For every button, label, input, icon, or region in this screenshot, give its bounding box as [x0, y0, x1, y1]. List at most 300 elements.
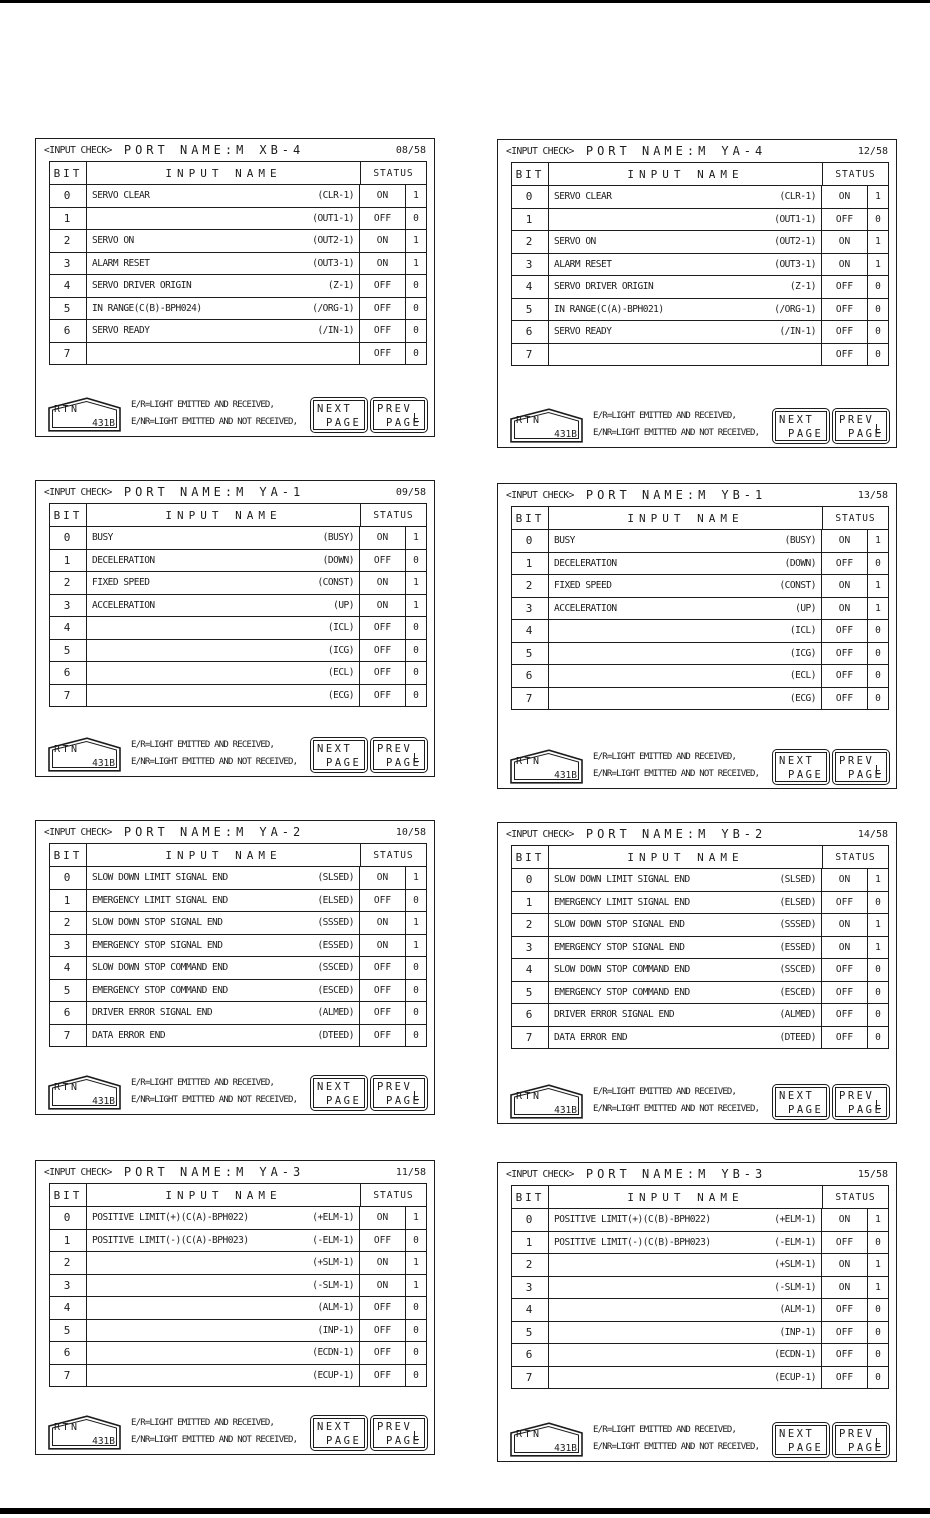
next-page-button[interactable]: [772, 1422, 830, 1458]
col-header-status: STATUS: [373, 167, 414, 179]
table-row: [50, 343, 426, 365]
table-row: [512, 1027, 888, 1049]
panel-footer: [498, 746, 896, 786]
next-page-label-line2: PAGE: [788, 1104, 824, 1116]
input-name-cell: [549, 1367, 822, 1389]
signal-code: (/ORG-1): [774, 303, 816, 315]
rtn-screen-code: 431B: [554, 770, 577, 781]
legend-line-1: E/R=LIGHT EMITTED AND RECEIVED,: [131, 1418, 275, 1428]
rtn-button[interactable]: [510, 408, 583, 443]
panel-title-bar: [36, 1161, 434, 1183]
prev-page-button-face: [373, 400, 425, 430]
input-name-cell: [549, 1232, 822, 1254]
touch-cursor-mark-icon: [876, 424, 881, 433]
input-name-cell: [87, 298, 360, 320]
prev-page-label-line1: PREV: [839, 1428, 875, 1440]
status-text: OFF: [360, 320, 406, 342]
col-header-status: STATUS: [835, 512, 876, 524]
screen-label: <INPUT CHECK>: [506, 1168, 574, 1180]
bit-number: 6: [512, 665, 549, 687]
bit-number: 5: [512, 982, 549, 1004]
input-name-cell: [549, 276, 822, 298]
status-bit-value: 1: [413, 235, 419, 247]
signal-code: (ALM-1): [779, 1304, 816, 1316]
table-row: [512, 209, 888, 232]
col-header-bit: BIT: [50, 844, 87, 866]
table-row: [50, 298, 426, 321]
input-name: DATA ERROR END: [554, 1031, 628, 1043]
status-bit-value: 1: [413, 1257, 419, 1269]
port-id: YB-1: [721, 488, 767, 502]
page-counter: 12/58: [857, 145, 888, 157]
signal-code: (CLR-1): [317, 190, 354, 202]
signal-code: (-ELM-1): [312, 1234, 354, 1246]
signal-code: (ECDN-1): [774, 1349, 816, 1361]
signal-code: (INP-1): [317, 1324, 354, 1336]
status-text: ON: [822, 869, 868, 891]
input-name: IN RANGE(C(B)-BPH024): [92, 302, 202, 314]
input-table: [511, 1185, 889, 1389]
table-row: [512, 643, 888, 666]
signal-code: (SSSED): [779, 919, 816, 931]
bit-number: 6: [512, 1004, 549, 1026]
input-name-cell: [549, 1322, 822, 1344]
table-row: [50, 912, 426, 935]
input-name: EMERGENCY LIMIT SIGNAL END: [92, 894, 228, 906]
prev-page-button[interactable]: [370, 1415, 428, 1451]
rtn-button[interactable]: [510, 749, 583, 784]
status-bit-value: 0: [875, 1326, 881, 1338]
input-name-cell: [549, 299, 822, 321]
bit-number: 1: [50, 550, 87, 572]
legend-line-2: E/NR=LIGHT EMITTED AND NOT RECEIVED,: [593, 1442, 760, 1452]
col-header-status: STATUS: [373, 1189, 414, 1201]
status-text: OFF: [822, 620, 868, 642]
port-id: YB-3: [721, 1167, 767, 1181]
next-page-button[interactable]: [310, 397, 368, 433]
col-header-bit: BIT: [512, 1186, 549, 1208]
next-page-button-face: [775, 1425, 827, 1455]
status-bit-value: 0: [875, 281, 881, 293]
input-name: SLOW DOWN STOP COMMAND END: [92, 962, 228, 974]
status-bit-value: 1: [413, 872, 419, 884]
next-page-label-line2: PAGE: [326, 757, 362, 769]
legend-line-2: E/NR=LIGHT EMITTED AND NOT RECEIVED,: [131, 417, 298, 427]
signal-code: (ELSED): [779, 896, 816, 908]
prev-page-label-line1: PREV: [377, 1081, 413, 1093]
status-text: OFF: [822, 321, 868, 343]
screen-label: <INPUT CHECK>: [44, 1166, 112, 1178]
prev-page-button[interactable]: [370, 1075, 428, 1111]
col-header-status: STATUS: [835, 851, 876, 863]
input-name: SLOW DOWN STOP SIGNAL END: [92, 917, 223, 929]
status-text: OFF: [360, 890, 406, 912]
status-text: OFF: [360, 640, 406, 662]
input-name-cell: [87, 912, 360, 934]
table-row: [512, 892, 888, 915]
prev-page-button[interactable]: [832, 1084, 890, 1120]
rtn-button[interactable]: [510, 1084, 583, 1119]
table-header-row: [512, 1186, 888, 1209]
rtn-button[interactable]: [48, 397, 121, 432]
table-row: [50, 957, 426, 980]
input-name-cell: [549, 254, 822, 276]
status-bit-value: 1: [413, 532, 419, 544]
next-page-button[interactable]: [310, 1415, 368, 1451]
status-text: OFF: [822, 299, 868, 321]
input-name-cell: [87, 1297, 360, 1319]
legend-line-1: E/R=LIGHT EMITTED AND RECEIVED,: [593, 752, 737, 762]
status-bit-value: 0: [413, 1007, 419, 1019]
status-text: ON: [822, 1254, 868, 1276]
page-counter: 10/58: [395, 826, 426, 838]
bit-number: 6: [50, 1342, 87, 1364]
legend-line-1: E/R=LIGHT EMITTED AND RECEIVED,: [593, 411, 737, 421]
input-name-cell: [549, 530, 822, 552]
status-bit-value: 1: [413, 1212, 419, 1224]
next-page-button[interactable]: [772, 1084, 830, 1120]
status-bit-value: 1: [413, 939, 419, 951]
status-bit-value: 0: [413, 689, 419, 701]
col-header-input-name: INPUT NAME: [549, 1186, 823, 1208]
next-page-button[interactable]: [310, 1075, 368, 1111]
status-bit-value: 1: [875, 236, 881, 248]
table-row: [50, 640, 426, 663]
table-row: [50, 662, 426, 685]
rtn-label: RTN: [516, 1429, 542, 1440]
status-bit-value: 0: [875, 896, 881, 908]
col-header-bit: BIT: [50, 1184, 87, 1206]
signal-code: (DTEED): [779, 1031, 816, 1043]
signal-code: (UP): [333, 599, 354, 611]
input-name: EMERGENCY STOP SIGNAL END: [554, 941, 685, 953]
table-header-row: [512, 163, 888, 186]
input-name: POSITIVE LIMIT(+)(C(A)-BPH022): [92, 1212, 249, 1224]
table-header-row: [512, 846, 888, 869]
input-name-cell: [87, 935, 360, 957]
input-name-cell: [549, 344, 822, 366]
touch-cursor-mark-icon: [876, 1100, 881, 1109]
input-name: SLOW DOWN LIMIT SIGNAL END: [554, 874, 690, 886]
input-name-cell: [549, 231, 822, 253]
status-bit-value: 0: [413, 1029, 419, 1041]
col-header-bit: BIT: [512, 846, 549, 868]
signal-code: (/IN-1): [317, 325, 354, 337]
input-name: SERVO CLEAR: [554, 191, 612, 203]
table-row: [50, 595, 426, 618]
port-name-label: PORT NAME:M: [123, 825, 248, 839]
bit-number: 0: [512, 869, 549, 891]
signal-code: (BUSY): [784, 535, 816, 547]
screen-label: <INPUT CHECK>: [506, 145, 574, 157]
input-name: BUSY: [92, 532, 113, 544]
status-bit-value: 1: [413, 917, 419, 929]
input-name-cell: [549, 1277, 822, 1299]
next-page-button[interactable]: [310, 737, 368, 773]
rtn-button[interactable]: [48, 1075, 121, 1110]
panel-footer: [498, 1081, 896, 1121]
legend-line-1: E/R=LIGHT EMITTED AND RECEIVED,: [131, 400, 275, 410]
light-legend: [593, 749, 759, 783]
signal-code: (ECG): [789, 692, 816, 704]
input-name-cell: [549, 1209, 822, 1231]
input-name: FIXED SPEED: [554, 580, 612, 592]
input-name-cell: [87, 685, 360, 707]
port-id: YB-2: [721, 827, 767, 841]
col-header-bit: BIT: [512, 163, 549, 185]
bit-number: 1: [50, 890, 87, 912]
bit-number: 3: [512, 598, 549, 620]
bit-number: 7: [512, 1027, 549, 1049]
page-counter: 11/58: [395, 1166, 426, 1178]
bit-number: 4: [50, 957, 87, 979]
rtn-label: RTN: [54, 404, 80, 415]
prev-page-label-line1: PREV: [377, 403, 413, 415]
next-page-label-line2: PAGE: [788, 1442, 824, 1454]
touch-cursor-mark-icon: [876, 1438, 881, 1447]
table-row: [512, 1209, 888, 1232]
status-text: ON: [360, 253, 406, 275]
screen-label: <INPUT CHECK>: [44, 144, 112, 156]
prev-page-button[interactable]: [832, 408, 890, 444]
status-text: OFF: [360, 208, 406, 230]
panel-title-bar: [36, 481, 434, 503]
bit-number: 3: [50, 595, 87, 617]
signal-code: (ECDN-1): [312, 1347, 354, 1359]
table-row: [50, 230, 426, 253]
col-header-input-name: INPUT NAME: [87, 1184, 361, 1206]
status-text: ON: [822, 1277, 868, 1299]
prev-page-label-line2: PAGE: [848, 428, 884, 440]
signal-code: (SLSED): [779, 874, 816, 886]
status-bit-value: 0: [875, 557, 881, 569]
bit-number: 5: [50, 298, 87, 320]
bit-number: 5: [512, 643, 549, 665]
status-text: OFF: [360, 1297, 406, 1319]
input-name: FIXED SPEED: [92, 577, 150, 589]
bit-number: 6: [50, 662, 87, 684]
bit-number: 6: [50, 1002, 87, 1024]
input-check-panel: [35, 138, 435, 437]
table-row: [512, 620, 888, 643]
port-name-label: PORT NAME:M: [585, 488, 710, 502]
bit-number: 2: [512, 914, 549, 936]
table-row: [512, 321, 888, 344]
signal-code: (OUT3-1): [312, 257, 354, 269]
page-top-rule: [0, 0, 930, 3]
input-name: EMERGENCY STOP SIGNAL END: [92, 939, 223, 951]
status-bit-value: 1: [875, 1281, 881, 1293]
status-text: OFF: [360, 298, 406, 320]
rtn-button[interactable]: [48, 1415, 121, 1450]
table-row: [512, 1254, 888, 1277]
status-text: OFF: [360, 617, 406, 639]
signal-code: (BUSY): [322, 532, 354, 544]
bit-number: 4: [512, 620, 549, 642]
table-header-row: [512, 507, 888, 530]
signal-code: (ECL): [327, 667, 354, 679]
rtn-screen-code: 431B: [92, 1436, 115, 1447]
status-bit-value: 1: [875, 535, 881, 547]
input-name-cell: [87, 343, 360, 365]
signal-code: (ICG): [789, 647, 816, 659]
status-text: ON: [360, 527, 406, 549]
light-legend: [593, 1084, 759, 1118]
signal-code: (ALM-1): [317, 1302, 354, 1314]
status-text: OFF: [822, 1367, 868, 1389]
prev-page-button-face: [373, 1078, 425, 1108]
input-name-cell: [549, 321, 822, 343]
status-bit-value: 0: [875, 1009, 881, 1021]
status-text: OFF: [360, 275, 406, 297]
input-name-cell: [549, 959, 822, 981]
table-row: [512, 937, 888, 960]
touch-cursor-mark-icon: [414, 1431, 419, 1440]
prev-page-button[interactable]: [832, 1422, 890, 1458]
input-table: [49, 1183, 427, 1387]
signal-code: (SLSED): [317, 872, 354, 884]
input-name-cell: [87, 1002, 360, 1024]
next-page-label-line2: PAGE: [326, 1095, 362, 1107]
rtn-button[interactable]: [48, 737, 121, 772]
input-name-cell: [549, 665, 822, 687]
status-text: OFF: [822, 665, 868, 687]
page-counter: 09/58: [395, 486, 426, 498]
input-name: DECELERATION: [554, 557, 617, 569]
table-row: [50, 935, 426, 958]
signal-code: (ELSED): [317, 894, 354, 906]
prev-page-button[interactable]: [832, 749, 890, 785]
next-page-label-line1: NEXT: [779, 414, 815, 426]
status-text: ON: [360, 572, 406, 594]
legend-line-2: E/NR=LIGHT EMITTED AND NOT RECEIVED,: [593, 428, 760, 438]
prev-page-button[interactable]: [370, 737, 428, 773]
light-legend: [131, 1415, 297, 1449]
touch-cursor-mark-icon: [414, 413, 419, 422]
bit-number: 0: [50, 185, 87, 207]
prev-page-label-line2: PAGE: [848, 769, 884, 781]
input-name: SERVO ON: [554, 236, 596, 248]
status-bit-value: 1: [413, 599, 419, 611]
bit-number: 7: [512, 344, 549, 366]
input-name: SERVO DRIVER ORIGIN: [92, 280, 192, 292]
bit-number: 7: [50, 1365, 87, 1387]
rtn-screen-code: 431B: [92, 1096, 115, 1107]
panel-footer: [36, 1072, 434, 1112]
next-page-button[interactable]: [772, 749, 830, 785]
table-row: [50, 1002, 426, 1025]
status-text: OFF: [360, 685, 406, 707]
rtn-button[interactable]: [510, 1422, 583, 1457]
status-bit-value: 1: [413, 577, 419, 589]
input-table: [511, 845, 889, 1049]
bit-number: 0: [512, 186, 549, 208]
panel-footer: [36, 1412, 434, 1452]
status-bit-value: 0: [413, 1302, 419, 1314]
input-name-cell: [87, 527, 360, 549]
status-text: OFF: [360, 980, 406, 1002]
status-bit-value: 1: [413, 1279, 419, 1291]
input-name-cell: [549, 937, 822, 959]
bit-number: 2: [50, 230, 87, 252]
status-bit-value: 0: [875, 986, 881, 998]
prev-page-label-line2: PAGE: [386, 1435, 422, 1447]
next-page-button[interactable]: [772, 408, 830, 444]
input-name: SLOW DOWN STOP SIGNAL END: [554, 919, 685, 931]
next-page-button-face: [313, 1078, 365, 1108]
status-bit-value: 1: [875, 580, 881, 592]
table-row: [50, 320, 426, 343]
status-bit-value: 1: [875, 258, 881, 270]
col-header-bit: BIT: [50, 504, 87, 526]
input-name-cell: [87, 890, 360, 912]
input-check-panel: [497, 139, 897, 448]
status-bit-value: 0: [413, 325, 419, 337]
legend-line-1: E/R=LIGHT EMITTED AND RECEIVED,: [131, 740, 275, 750]
panel-title-bar: [36, 139, 434, 161]
bit-number: 3: [512, 937, 549, 959]
input-name-cell: [549, 598, 822, 620]
status-bit-value: 1: [875, 874, 881, 886]
table-row: [50, 1275, 426, 1298]
status-text: ON: [360, 595, 406, 617]
screen-label: <INPUT CHECK>: [506, 828, 574, 840]
prev-page-button-face: [835, 1087, 887, 1117]
port-id: XB-4: [259, 143, 305, 157]
input-name-cell: [87, 1275, 360, 1297]
legend-line-2: E/NR=LIGHT EMITTED AND NOT RECEIVED,: [593, 1104, 760, 1114]
status-bit-value: 0: [413, 667, 419, 679]
input-name-cell: [549, 892, 822, 914]
port-name-label: PORT NAME:M: [585, 1167, 710, 1181]
signal-code: (-SLM-1): [774, 1281, 816, 1293]
input-name-cell: [87, 1252, 360, 1274]
bit-number: 5: [50, 640, 87, 662]
table-row: [512, 598, 888, 621]
input-name: ALARM RESET: [554, 258, 612, 270]
table-row: [512, 1004, 888, 1027]
input-name-cell: [549, 1027, 822, 1049]
input-table: [49, 503, 427, 707]
bit-number: 5: [512, 299, 549, 321]
rtn-screen-code: 431B: [554, 429, 577, 440]
light-legend: [131, 397, 297, 431]
input-name: BUSY: [554, 535, 575, 547]
status-text: ON: [822, 937, 868, 959]
panel-footer: [36, 734, 434, 774]
signal-code: (ALMED): [317, 1007, 354, 1019]
port-name-label: PORT NAME:M: [123, 485, 248, 499]
rtn-screen-code: 431B: [92, 418, 115, 429]
screen-label: <INPUT CHECK>: [44, 486, 112, 498]
table-row: [50, 527, 426, 550]
next-page-label-line1: NEXT: [317, 403, 353, 415]
table-row: [512, 186, 888, 209]
table-row: [512, 959, 888, 982]
status-bit-value: 0: [413, 1324, 419, 1336]
table-row: [50, 890, 426, 913]
legend-line-1: E/R=LIGHT EMITTED AND RECEIVED,: [593, 1087, 737, 1097]
status-bit-value: 0: [875, 1236, 881, 1248]
status-bit-value: 0: [413, 1234, 419, 1246]
col-header-input-name: INPUT NAME: [87, 844, 361, 866]
prev-page-label-line2: PAGE: [848, 1442, 884, 1454]
prev-page-label-line2: PAGE: [386, 417, 422, 429]
bit-number: 3: [512, 1277, 549, 1299]
bit-number: 0: [50, 1207, 87, 1229]
prev-page-button[interactable]: [370, 397, 428, 433]
input-check-panel: [497, 483, 897, 789]
